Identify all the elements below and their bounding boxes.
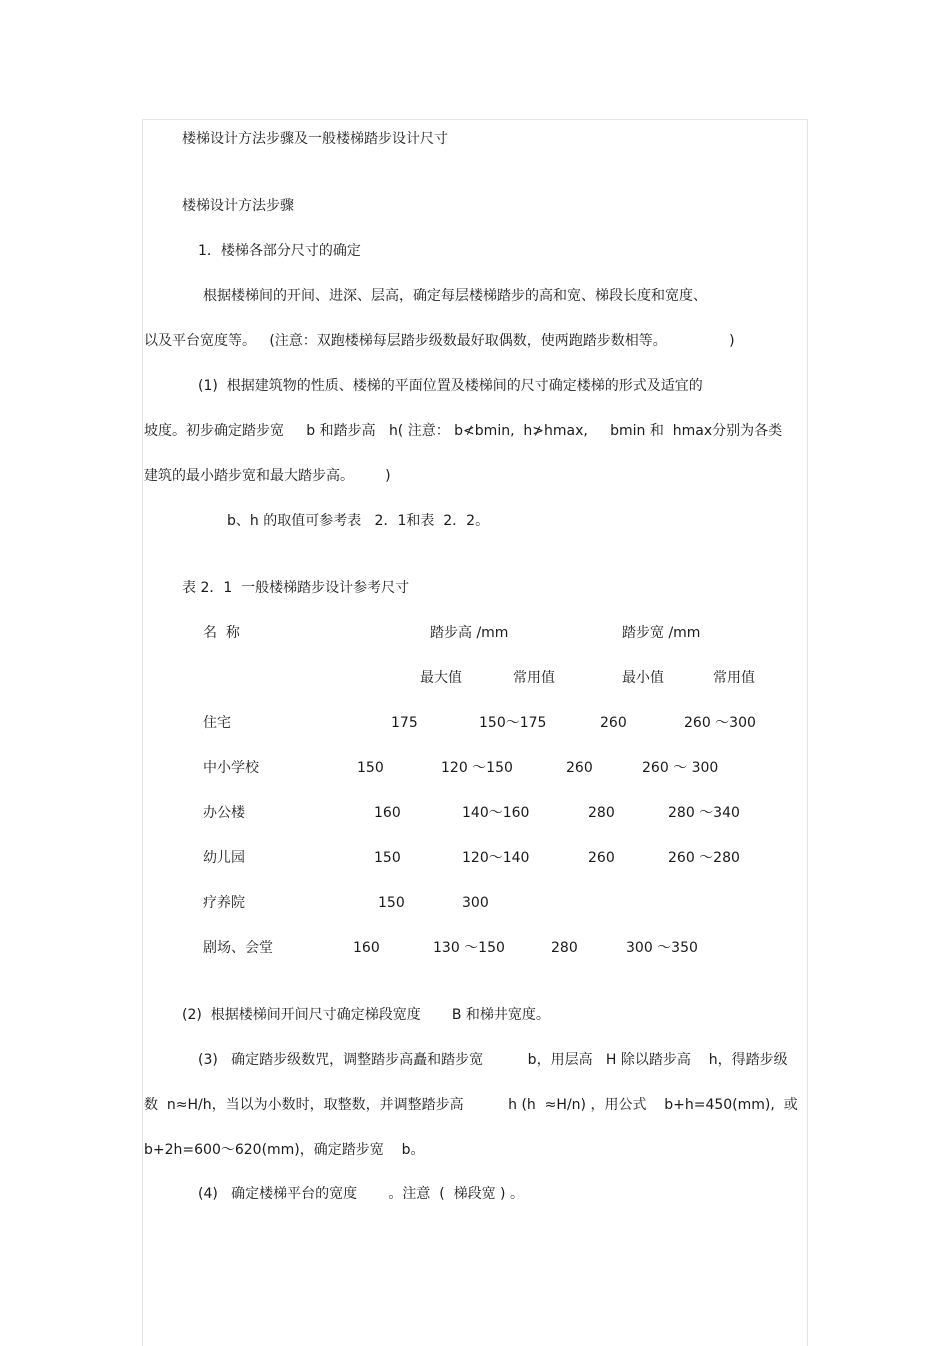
table-cell: 260 ～ 300: [642, 760, 719, 776]
table-cell-name: 住宅: [203, 715, 231, 731]
step1-heading: 1．楼梯各部分尺寸的确定: [198, 243, 361, 259]
table-cell: 140～160: [462, 805, 530, 821]
table-header-height: 踏步高 /mm: [430, 625, 509, 641]
item4: (4) 确定楼梯平台的宽度 。注意 ( 梯段宽 ) 。: [198, 1186, 524, 1202]
table-subheader: 常用值: [513, 670, 555, 686]
table-cell: 260 ～280: [668, 850, 740, 866]
table-cell: 150: [357, 760, 384, 776]
item1-line1: (1) 根据建筑物的性质、楼梯的平面位置及楼梯间的尺寸确定楼梯的形式及适宜的: [198, 378, 703, 394]
table-cell: 150: [378, 895, 405, 911]
table-cell: 260 ～300: [684, 715, 756, 731]
table-cell-name: 疗养院: [203, 895, 245, 911]
item1-line3: 建筑的最小踏步宽和最大踏步高。 ): [144, 468, 391, 484]
table-cell: 160: [353, 940, 380, 956]
section-title: 楼梯设计方法步骤: [182, 198, 294, 214]
table-cell-name: 办公楼: [203, 805, 245, 821]
table-cell: 175: [391, 715, 418, 731]
table-subheader: 最大值: [420, 670, 462, 686]
table-cell: 280 ～340: [668, 805, 740, 821]
table-caption: 表 2．1 一般楼梯踏步设计参考尺寸: [182, 580, 410, 596]
table-cell: 150: [374, 850, 401, 866]
table-header-width: 踏步宽 /mm: [622, 625, 701, 641]
table-cell: 160: [374, 805, 401, 821]
table-cell: 300: [462, 895, 489, 911]
table-subheader: 最小值: [622, 670, 664, 686]
table-header-name: 名 称: [203, 625, 240, 641]
table-cell: 260: [600, 715, 627, 731]
table-subheader: 常用值: [713, 670, 755, 686]
table-cell: 280: [551, 940, 578, 956]
table-cell-name: 幼儿园: [203, 850, 245, 866]
table-cell: 120 ～150: [441, 760, 513, 776]
para1-line2: 以及平台宽度等。 (注意：双跑楼梯每层踏步级数最好取偶数，使两跑踏步数相等。 ): [144, 333, 735, 349]
item2: (2) 根据楼梯间开间尺寸确定梯段宽度 B 和梯井宽度。: [182, 1007, 550, 1023]
doc-title: 楼梯设计方法步骤及一般楼梯踏步设计尺寸: [182, 131, 448, 147]
table-cell-name: 剧场、会堂: [203, 940, 273, 956]
table-cell: 120～140: [462, 850, 530, 866]
item1-line2: 坡度。初步确定踏步宽 b 和踏步高 h( 注意： b≮bmin, h≯hmax, bmin 和 hmax分别为各类: [144, 423, 783, 439]
table-cell: 260: [588, 850, 615, 866]
table-cell: 300 ～350: [626, 940, 698, 956]
table-cell: 150～175: [479, 715, 547, 731]
item3-line2: 数 n≈H/h，当以为小数时，取整数，并调整踏步高 h (h ≈H/n) ，用公式 b+h=450(mm), 或: [144, 1097, 798, 1113]
table-cell-name: 中小学校: [203, 760, 259, 776]
item1-ref: b、h 的取值可参考表 2．1和表 2．2。: [227, 513, 490, 529]
item3-line1: (3) 确定踏步级数咒，调整踏步高矗和踏步宽 b，用层高 H 除以踏步高 h，得踏步级: [198, 1052, 788, 1068]
table-cell: 130 ～150: [433, 940, 505, 956]
para1-line1: 根据楼梯间的开间、进深、层高，确定每层楼梯踏步的高和宽、梯段长度和宽度、: [203, 288, 707, 304]
table-cell: 280: [588, 805, 615, 821]
table-cell: 260: [566, 760, 593, 776]
item3-line3: b+2h=600～620(mm)，确定踏步宽 b。: [144, 1142, 425, 1158]
